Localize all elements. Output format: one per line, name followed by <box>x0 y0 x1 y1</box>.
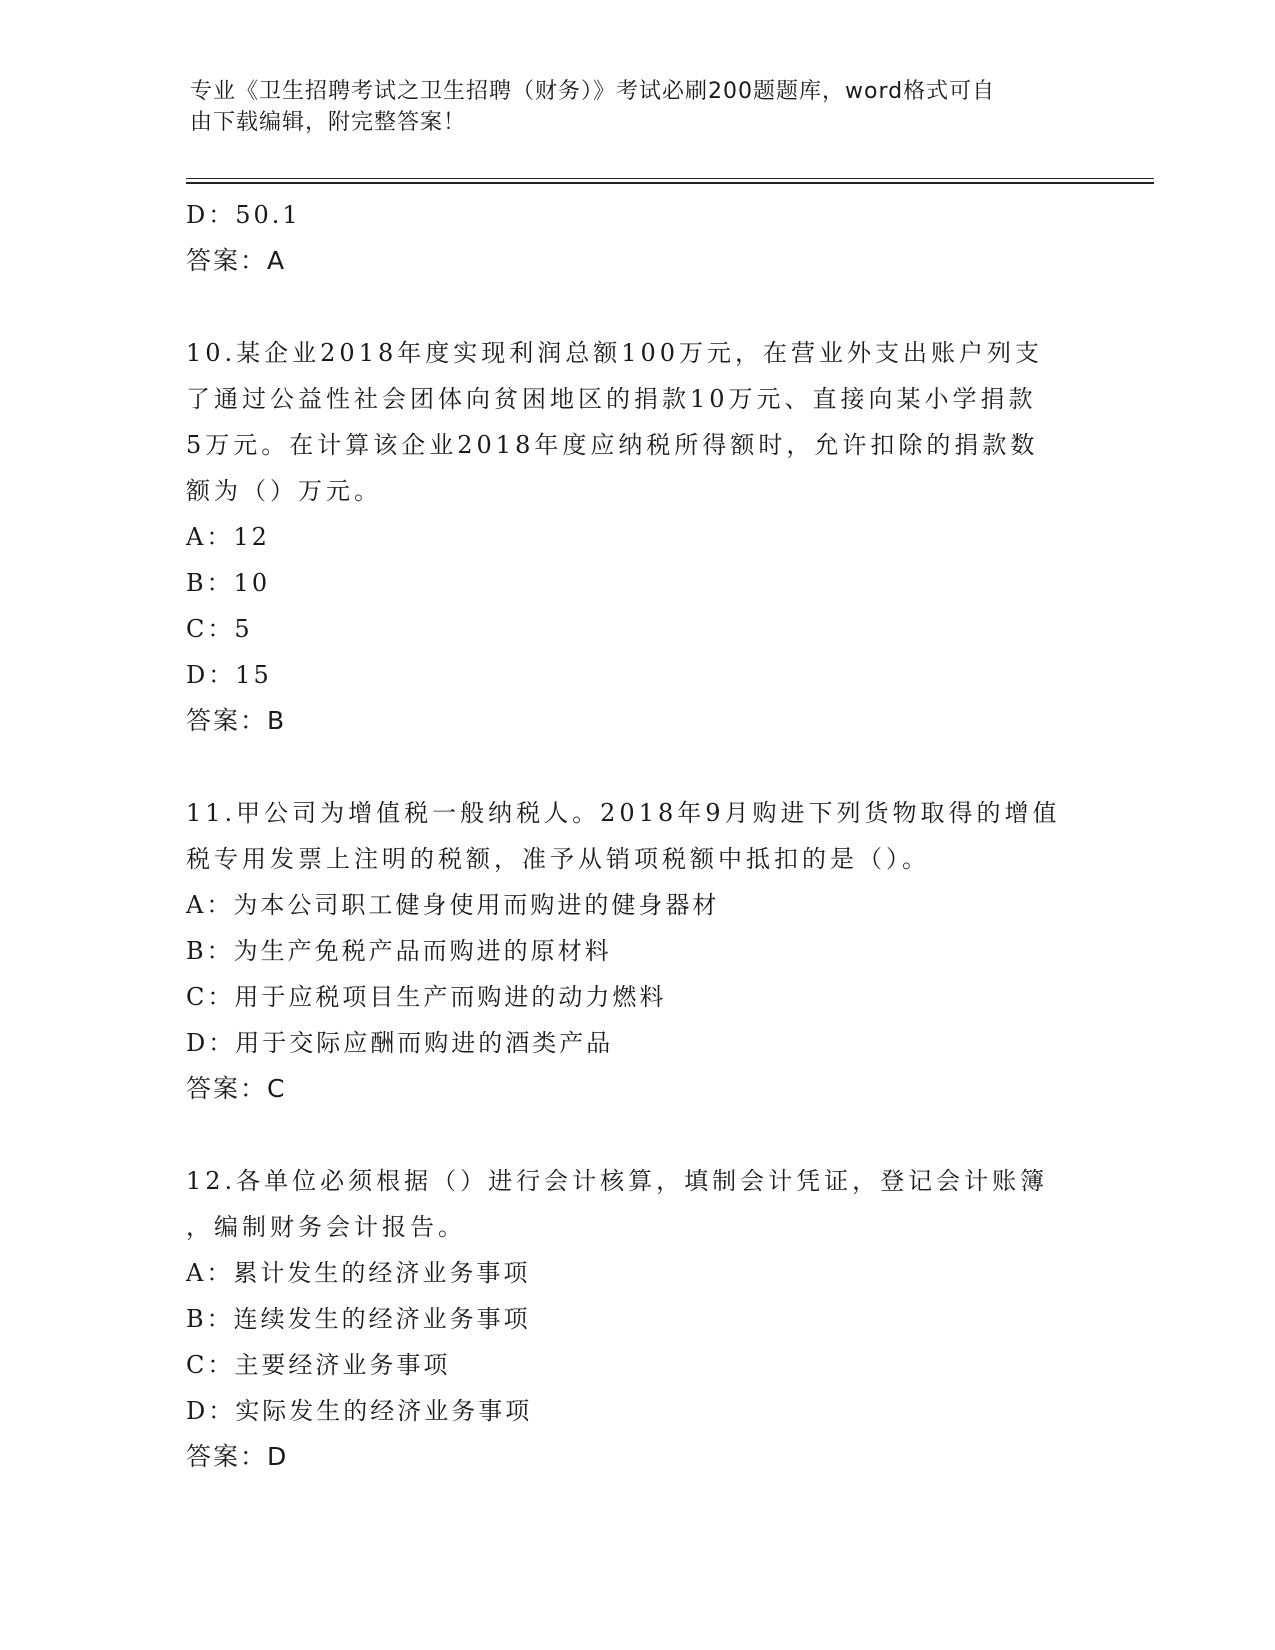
option-d: D：15 <box>186 661 272 689</box>
header-line-2: 由下载编辑，附完整答案！ <box>190 110 467 135</box>
question-text-line: 额为（）万元。 <box>186 477 382 505</box>
option-a: A：12 <box>186 523 270 551</box>
page-header <box>190 76 1090 138</box>
question-text-line: 了通过公益性社会团体向贫困地区的捐款10万元、直接向某小学捐款 <box>186 385 1037 413</box>
question-text-line: 10.某企业2018年度实现利润总额100万元，在营业外支出账户列支 <box>186 339 1044 367</box>
question-text-line: 11.甲公司为增值税一般纳税人。2018年9月购进下列货物取得的增值 <box>186 799 1061 827</box>
question-text-line: 12.各单位必须根据（）进行会计核算，填制会计凭证，登记会计账簿 <box>186 1167 1049 1195</box>
question-12 <box>186 1158 1086 1480</box>
header-divider-thick <box>186 182 1154 184</box>
answer-line: 答案：A <box>186 246 287 275</box>
option-c: C：用于应税项目生产而购进的动力燃料 <box>186 983 667 1011</box>
answer-line: 答案：D <box>186 1442 289 1471</box>
option-c: C：5 <box>186 615 253 643</box>
option-b: B：连续发生的经济业务事项 <box>186 1305 531 1333</box>
option-c: C：主要经济业务事项 <box>186 1351 451 1379</box>
answer-line: 答案：C <box>186 1074 287 1103</box>
option-d: D：50.1 <box>186 201 301 229</box>
option-b: B：为生产免税产品而购进的原材料 <box>186 937 612 965</box>
option-d: D：用于交际应酬而购进的酒类产品 <box>186 1029 614 1057</box>
spacer <box>186 284 1086 330</box>
option-a: A：累计发生的经济业务事项 <box>186 1259 531 1287</box>
header-divider-thin <box>186 178 1154 179</box>
question-text-line: 税专用发票上注明的税额，准予从销项税额中抵扣的是（）。 <box>186 845 930 873</box>
header-line-1: 专业《卫生招聘考试之卫生招聘（财务）》考试必刷200题题库，word格式可自 <box>190 79 996 104</box>
option-a: A：为本公司职工健身使用而购进的健身器材 <box>186 891 720 919</box>
answer-line: 答案：B <box>186 706 287 735</box>
question-11 <box>186 790 1086 1112</box>
question-text-line: 5万元。在计算该企业2018年度应纳税所得额时，允许扣除的捐款数 <box>186 431 1039 459</box>
option-d: D：实际发生的经济业务事项 <box>186 1397 533 1425</box>
question-text-line: ，编制财务会计报告。 <box>186 1213 466 1241</box>
option-b: B：10 <box>186 569 271 597</box>
spacer <box>186 744 1086 790</box>
question-content <box>186 192 1086 1480</box>
spacer <box>186 1112 1086 1158</box>
previous-question-tail <box>186 192 1086 284</box>
question-10 <box>186 330 1086 744</box>
